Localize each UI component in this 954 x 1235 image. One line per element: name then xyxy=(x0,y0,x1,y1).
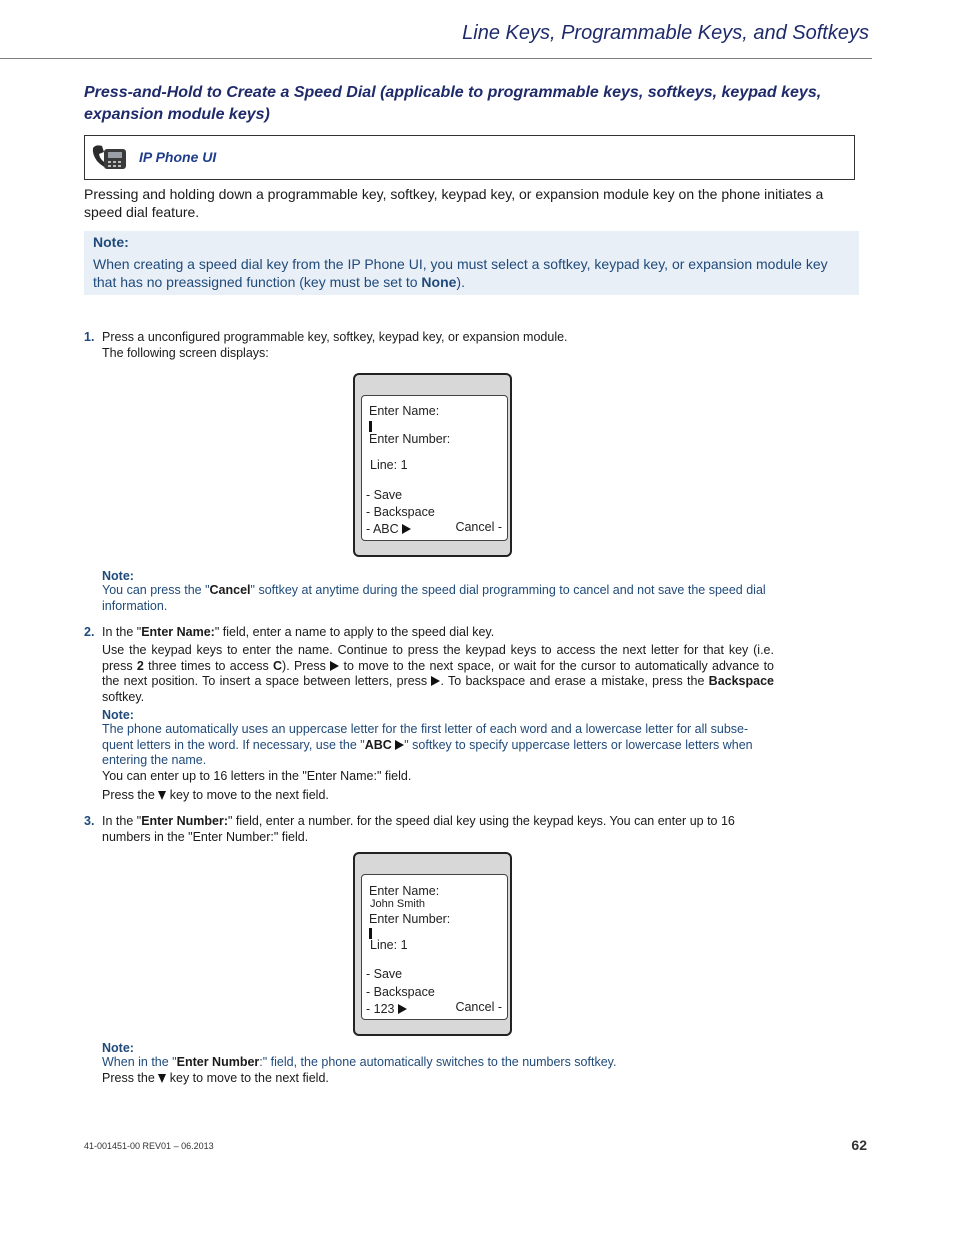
enter-name-label: Enter Name: xyxy=(369,404,440,418)
step-number: 3. xyxy=(84,814,95,828)
section-title: Press-and-Hold to Create a Speed Dial (applicable to programmable keys, softkeys, keypad keys, expansion module keys) xyxy=(84,84,822,123)
note-title: Note: xyxy=(93,234,129,250)
number-note: Note: When in the "Enter Number:" field, the phone automatically switches to the numbers softkey. xyxy=(102,1041,617,1069)
enter-number-label: Enter Number: xyxy=(369,432,451,446)
backspace-softkey[interactable]: - Backspace xyxy=(366,985,435,999)
note-text: When creating a speed dial key from the IP Phone UI, you must select a softkey, keypad key, or expansion module key that has no preassigned function (key must be set to None). xyxy=(93,256,828,290)
step-2-paragraph: Use the keypad keys to enter the name. Continue to press the keypad keys to access the next letter for that key (i.e. press 2 three times to access C). Press to move to the next space, or wait for the cursor to automatically advance to the next position. To insert a space between letters, press . To backspace and erase a mistake, press the Backspace softkey. xyxy=(102,643,774,704)
backspace-softkey[interactable]: - Backspace xyxy=(366,505,435,519)
note-box xyxy=(84,231,859,295)
right-arrow-icon xyxy=(330,661,339,671)
running-header: Line Keys, Programmable Keys, and Softkeys xyxy=(462,22,869,44)
right-arrow-icon xyxy=(402,524,411,534)
cancel-softkey[interactable]: Cancel - xyxy=(455,520,502,534)
phone-screen-enter-number xyxy=(353,852,512,1036)
text-cursor xyxy=(369,421,372,432)
abc-softkey[interactable]: - ABC xyxy=(366,522,411,536)
step-2-next-field: Press the key to move to the next field. xyxy=(102,788,329,802)
step-2-limit: You can enter up to 16 letters in the "Enter Name:" field. xyxy=(102,769,412,783)
line-label: Line: 1 xyxy=(370,458,408,472)
line-label: Line: 1 xyxy=(370,938,408,952)
phone-display xyxy=(361,395,508,541)
cancel-softkey[interactable]: Cancel - xyxy=(455,1000,502,1014)
enter-number-label: Enter Number: xyxy=(369,912,451,926)
right-arrow-icon xyxy=(398,1004,407,1014)
step-2-intro: In the "Enter Name:" field, enter a name to apply to the speed dial key. xyxy=(102,625,495,639)
save-softkey[interactable]: - Save xyxy=(366,967,403,981)
step-number: 1. xyxy=(84,330,95,344)
step-3-next-field: Press the key to move to the next field. xyxy=(102,1071,329,1085)
save-softkey[interactable]: - Save xyxy=(366,488,403,502)
right-arrow-icon xyxy=(395,740,404,750)
step-number: 2. xyxy=(84,625,95,639)
ip-phone-ui-label: IP Phone UI xyxy=(139,149,217,165)
ip-phone-ui-box xyxy=(84,135,855,180)
phone-display xyxy=(361,874,508,1020)
name-value: John Smith xyxy=(370,898,426,910)
page-number: 62 xyxy=(851,1137,867,1153)
numbers-softkey[interactable]: - 123 xyxy=(366,1002,407,1016)
desk-phone-icon xyxy=(90,143,128,173)
intro-paragraph: Pressing and holding down a programmable key, softkey, keypad key, or expansion module key on the phone initiates a speed dial feature. xyxy=(84,186,824,220)
document-id: 41-001451-00 REV01 – 06.2013 xyxy=(84,1141,214,1151)
enter-name-label: Enter Name: xyxy=(369,884,440,898)
uppercase-note: Note: The phone automatically uses an uppercase letter for the first letter of each word and a lowercase letter for all subse-quent letters in the word. If necessary, use the "ABC " softkey to specify uppercase letters or lowercase letters when entering the name. xyxy=(102,708,753,767)
phone-screen-enter-name xyxy=(353,373,512,557)
step-3-intro: In the "Enter Number:" field, enter a number. for the speed dial key using the keypad keys. You can enter up to 16 numbers in the "Enter Number:" field. xyxy=(102,814,735,844)
step-1-text: Press a unconfigured programmable key, softkey, keypad key, or expansion module. The following screen displays: xyxy=(102,330,568,360)
header-rule xyxy=(0,58,872,59)
cancel-note: Note: You can press the "Cancel" softkey at anytime during the speed dial programming to cancel and not save the speed dial information. xyxy=(102,569,766,613)
